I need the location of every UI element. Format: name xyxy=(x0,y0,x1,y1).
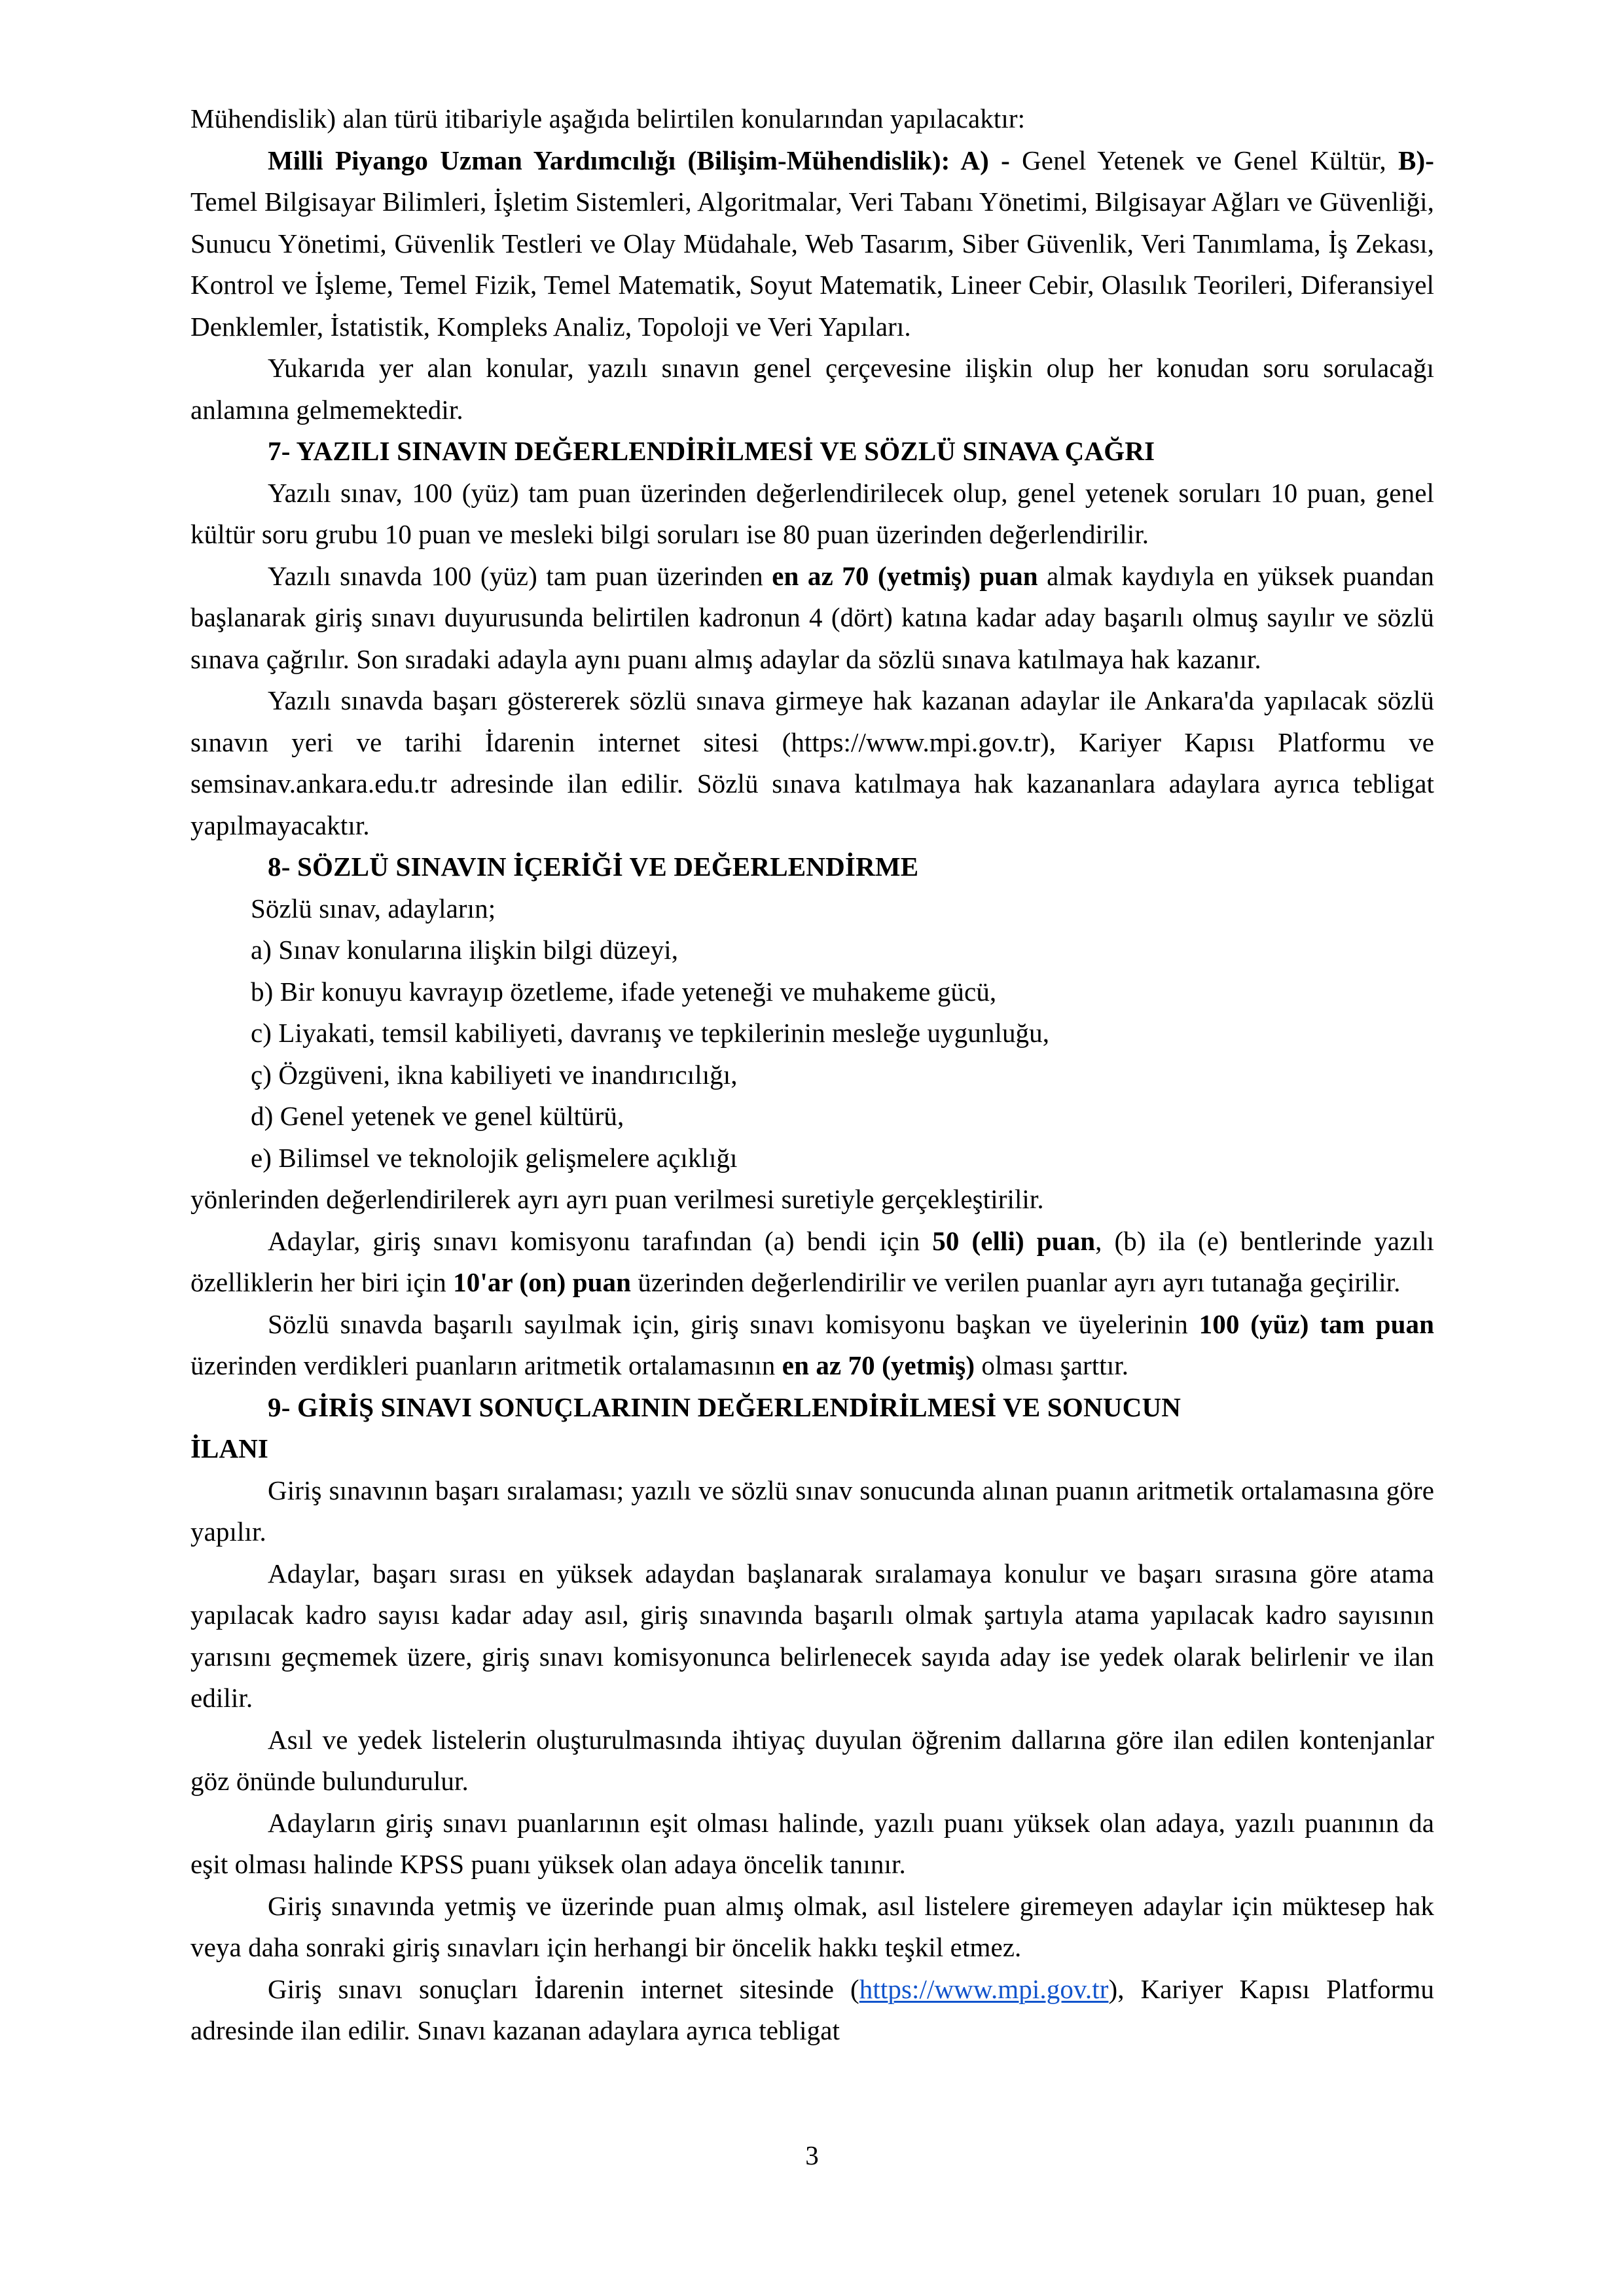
paragraph-section8-scoring xyxy=(190,1221,1434,1304)
section8-scoring-part-b: , (b) ila (e) bentlerinde yazılı özelliklerin her biri için xyxy=(190,1225,1435,1297)
section7-threshold-bold: en az 70 (yetmiş) puan xyxy=(772,560,1038,591)
list-item: ç) Özgüveni, ikna kabiliyeti ve inandırıcılığı, xyxy=(251,1059,738,1090)
paragraph-exam-subjects xyxy=(190,140,1434,348)
list-item: a) Sınav konularına ilişkin bilgi düzeyi, xyxy=(251,935,679,965)
section8-pass-bold-1: 100 (yüz) tam puan xyxy=(1199,1308,1434,1339)
section8-scoring-part-c: üzerinden değerlendirilir ve verilen puanlar ayrı ayrı tutanağa geçirilir. xyxy=(631,1267,1401,1297)
section8-scoring-part-a: Adaylar, giriş sınavı komisyonu tarafından (a) bendi için xyxy=(268,1225,933,1256)
paragraph-section7-threshold xyxy=(190,556,1434,681)
heading-section-7: 7- YAZILI SINAVIN DEĞERLENDİRİLMESİ VE SÖZLÜ SINAVA ÇAĞRI xyxy=(268,436,1155,466)
section8-scoring-bold-2: 10'ar (on) puan xyxy=(453,1267,632,1297)
heading-section-9-line-1: 9- GİRİŞ SINAVI SONUÇLARININ DEĞERLENDİRİLMESİ VE SONUCUN xyxy=(268,1391,1182,1422)
paragraph-section9-reserve-list: Adaylar, başarı sırası en yüksek adaydan başlanarak sıralamaya konulur ve başarı sırasına göre atama yapılacak kadro sayısı kadar aday asıl, giriş sınavında başarılı olmak şartıyla atama yapılacak kadro sayısının yarısını geçmemek üzere, giriş sınavı komisyonunca belirlenecek sayıda aday ise yedek olarak belirlenir ve ilan edilir. xyxy=(190,1558,1434,1713)
list-item: d) Genel yetenek ve genel kültürü, xyxy=(251,1101,624,1131)
paragraph-section8-pass-condition xyxy=(190,1304,1434,1387)
list-item: b) Bir konuyu kavrayıp özetleme, ifade yeteneği ve muhakeme gücü, xyxy=(251,976,997,1007)
exam-subjects-rest: Genel Yetenek ve Genel Kültür, xyxy=(1009,145,1399,175)
section7-threshold-part-a: Yazılı sınavda 100 (yüz) tam puan üzerinden xyxy=(268,560,772,591)
paragraph-section9-results-announcement xyxy=(190,1969,1434,2052)
mpi-website-link[interactable]: https://www.mpi.gov.tr xyxy=(859,1973,1109,2004)
section7-threshold-part-b: almak kaydıyla en yüksek puandan başlanarak giriş sınavı duyurusunda belirtilen kadronun 4 (dört) katına kadar aday başarılı olmuş sayılır ve sözlü sınava çağrılır. Son sıradaki adayla aynı puanı almış adaylar da sözlü sınava katılmaya hak kazanır. xyxy=(190,560,1434,674)
paragraph-section9-no-vested-right: Giriş sınavında yetmiş ve üzerinde puan almış olmak, asıl listelere giremeyen adaylar için müktesep hak veya daha sonraki giriş sınavları için herhangi bir öncelik hakkı teşkil etmez. xyxy=(190,1890,1434,1962)
section8-pass-part-c: olması şarttır. xyxy=(975,1350,1129,1380)
document-text-body xyxy=(190,98,1434,2052)
exam-subjects-bold-b: B)- xyxy=(1398,145,1434,175)
list-item: c) Liyakati, temsil kabiliyeti, davranış ve tepkilerinin mesleğe uygunluğu, xyxy=(251,1018,1050,1048)
paragraph-section9-quota: Asıl ve yedek listelerin oluşturulmasında ihtiyaç duyulan öğrenim dallarına göre ilan edilen kontenjanlar göz önünde bulundurulur. xyxy=(190,1724,1434,1796)
section8-pass-part-a: Sözlü sınavda başarılı sayılmak için, giriş sınavı komisyonu başkan ve üyelerinin xyxy=(268,1308,1199,1339)
paragraph-section8-lead: Sözlü sınav, adayların; xyxy=(251,893,496,924)
paragraph-section8-items-closing: yönlerinden değerlendirilerek ayrı ayrı puan verilmesi suretiyle gerçekleştirilir. xyxy=(190,1184,1044,1214)
exam-subjects-rest-2: Temel Bilgisayar Bilimleri, İşletim Sistemleri, Algoritmalar, Veri Tabanı Yönetimi, Bilgisayar Ağları ve Güvenliği, Sunucu Yönetimi, Güvenlik Testleri ve Olay Müdahale, Web Tasarım, Siber Güvenlik, Veri Tanımlama, İş Zekası, Kontrol ve İşleme, Temel Fizik, Temel Matematik, Soyut Matematik, Lineer Cebir, Olasılık Teorileri, Diferansiyel Denklemler, İstatistik, Kompleks Analiz, Topoloji ve Veri Yapıları. xyxy=(190,187,1434,342)
section8-pass-part-b: üzerinden verdikleri puanların aritmetik ortalamasının xyxy=(190,1350,782,1380)
paragraph-section7-scoring: Yazılı sınav, 100 (yüz) tam puan üzerinden değerlendirilecek olup, genel yetenek soruları 10 puan, genel kültür soru grubu 10 puan ve mesleki bilgi soruları ise 80 puan üzerinden değerlendirilir. xyxy=(190,477,1434,549)
heading-section-8: 8- SÖZLÜ SINAVIN İÇERİĞİ VE DEĞERLENDİRME xyxy=(268,852,919,882)
page-number: 3 xyxy=(805,2140,819,2170)
heading-section-9-line-2: İLANI xyxy=(190,1433,268,1463)
paragraph-section7-announcement: Yazılı sınavda başarı göstererek sözlü sınava girmeye hak kazanan adaylar ile Ankara'da yapılacak sözlü sınavın yeri ve tarihi İdarenin internet sitesi (https://www.mpi.gov.tr), Kariyer Kapısı Platformu ve semsinav.ankara.edu.tr adresinde ilan edilir. Sözlü sınava katılmaya hak kazananlara adaylara ayrıca tebligat yapılmayacaktır. xyxy=(190,685,1434,840)
list-item: e) Bilimsel ve teknolojik gelişmelere açıklığı xyxy=(251,1142,738,1173)
paragraph-section9-tiebreak: Adayların giriş sınavı puanlarının eşit olması halinde, yazılı puanı yüksek olan adaya, yazılı puanının da eşit olması halinde KPSS puanı yüksek olan adaya öncelik tanınır. xyxy=(190,1807,1434,1879)
exam-subjects-bold-lead: Milli Piyango Uzman Yardımcılığı (Bilişim-Mühendislik): A) - xyxy=(268,145,1010,175)
section9-results-part-b: ), Kariyer Kapısı Platformu adresinde ilan edilir. Sınavı kazanan adaylara ayrıca tebligat xyxy=(190,1973,1434,2045)
paragraph-section9-ranking: Giriş sınavının başarı sıralaması; yazılı ve sözlü sınav sonucunda alınan puanın aritmetik ortalamasına göre yapılır. xyxy=(190,1475,1434,1547)
paragraph-continuation-line: Mühendislik) alan türü itibariyle aşağıda belirtilen konularından yapılacaktır: xyxy=(190,103,1026,134)
section8-scoring-bold-1: 50 (elli) puan xyxy=(932,1225,1096,1256)
paragraph-scope-note: Yukarıda yer alan konular, yazılı sınavın genel çerçevesine ilişkin olup her konudan soru sorulacağı anlamına gelmemektedir. xyxy=(190,353,1434,425)
section8-pass-bold-2: en az 70 (yetmiş) xyxy=(782,1350,975,1380)
section9-results-part-a: Giriş sınavı sonuçları İdarenin internet sitesinde ( xyxy=(268,1973,859,2004)
